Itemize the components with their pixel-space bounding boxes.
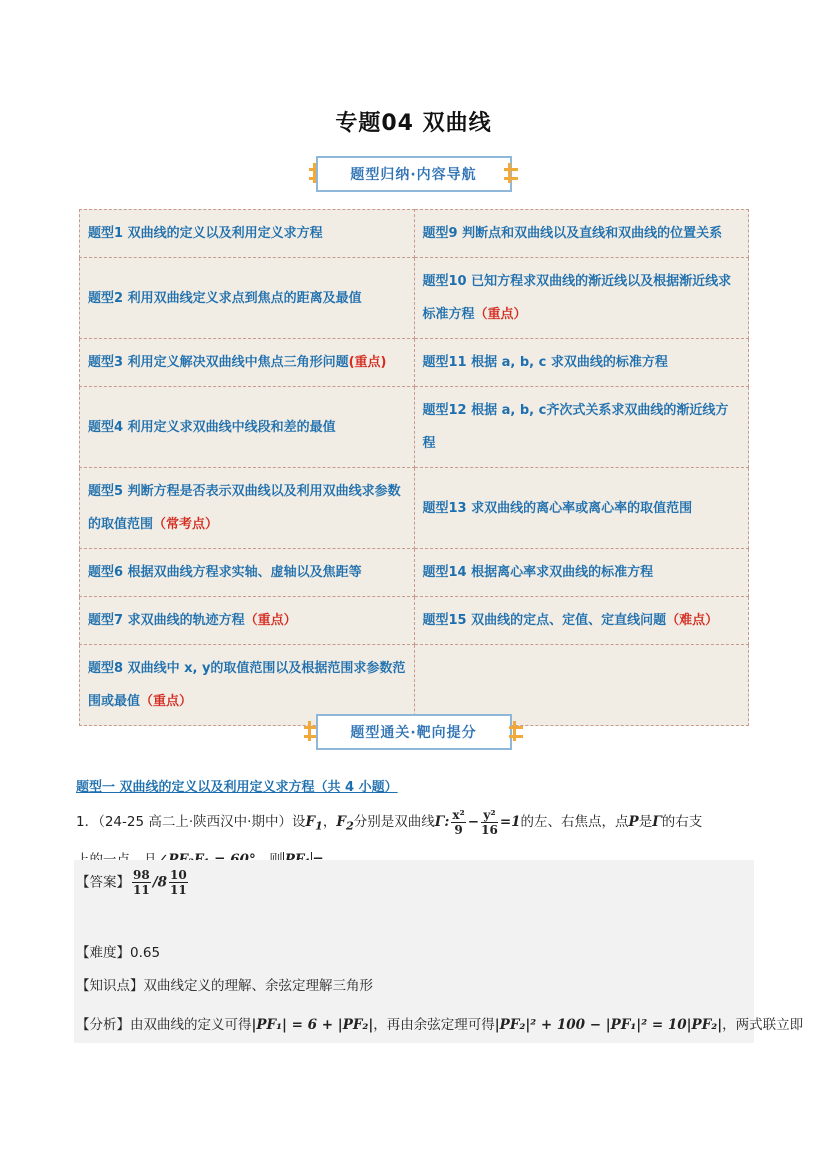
fraction-x2-9: $\frac{\text{x²}}{9}$ xyxy=(452,807,465,837)
answer-box xyxy=(74,860,804,1043)
toc-cell xyxy=(80,597,415,645)
toc-cell-tag: （重点） xyxy=(244,613,297,628)
practice-banner-label: 题型通关·靶向提分 xyxy=(316,714,512,750)
toc-cell xyxy=(80,549,415,597)
toc-row xyxy=(80,549,749,597)
toc-cell-tag: (重点) xyxy=(348,355,387,370)
toc-row xyxy=(80,210,749,258)
toc-cell-text: 题型7 求双曲线的轨迹方程 xyxy=(88,613,245,628)
right-bracket-icon xyxy=(504,168,518,180)
toc-cell-text: 题型1 双曲线的定义以及利用定义求方程 xyxy=(88,226,323,241)
toc-cell-text: 题型14 根据离心率求双曲线的标准方程 xyxy=(422,565,654,580)
question-line-1: 1．（24-25 高二上·陕西汉中·期中）设$F_1$，$F_2$分别是双曲线Γ: $\frac{\text{x²}}{9}$ − $\frac{\text{y²}}{16}$ =1的左、右焦点，点P是Γ的右支 xyxy=(76,807,703,837)
toc-cell-text: 题型5 判断方程是否表示双曲线以及利用双曲线求参数的取值范围 xyxy=(88,484,401,532)
right-bracket-icon xyxy=(509,726,523,738)
toc-cell-text: 题型15 双曲线的定点、定值、定直线问题 xyxy=(422,613,667,628)
toc-cell-text: 题型12 根据 a, b, c齐次式关系求双曲线的渐近线方程 xyxy=(422,403,729,451)
toc-row xyxy=(80,468,749,549)
answer-fraction-1: $\frac{98}{11}$ xyxy=(133,868,150,897)
toc-cell-tag: （常考点） xyxy=(153,517,219,532)
toc-cell xyxy=(414,339,749,387)
toc-cell-tag: （难点） xyxy=(666,613,719,628)
analysis-line: 【分析】由双曲线的定义可得|PF₁| = 6 + |PF₂|，再由余弦定理可得|PF₂|² + 100 − |PF₁|² = 10|PF₂|，两式联立即 xyxy=(76,1017,804,1033)
toc-cell-text: 题型11 根据 a, b, c 求双曲线的标准方程 xyxy=(422,355,668,370)
toc-cell xyxy=(80,258,415,339)
toc-cell-text: 题型6 根据双曲线方程求实轴、虚轴以及焦距等 xyxy=(88,565,362,580)
knowledge-point-line: 【知识点】双曲线定义的理解、余弦定理解三角形 xyxy=(76,978,373,994)
toc-cell xyxy=(80,339,415,387)
toc-cell-tag: （重点） xyxy=(140,694,193,709)
toc-cell-text: 题型10 已知方程求双曲线的渐近线以及根据渐近线求标准方程 xyxy=(422,274,732,322)
toc-cell-text: 题型9 判断点和双曲线以及直线和双曲线的位置关系 xyxy=(422,226,723,241)
toc-cell-text: 题型3 利用定义解决双曲线中焦点三角形问题 xyxy=(88,355,349,370)
nav-banner xyxy=(0,156,827,196)
toc-cell xyxy=(414,210,749,258)
toc-cell xyxy=(414,549,749,597)
toc-row xyxy=(80,597,749,645)
toc-row xyxy=(80,258,749,339)
toc-cell-text: 题型8 双曲线中 x, y的取值范围以及根据范围求参数范围或最值 xyxy=(88,661,406,709)
toc-cell-text: 题型13 求双曲线的离心率或离心率的取值范围 xyxy=(422,500,693,516)
toc-cell-text: 题型4 利用定义求双曲线中线段和差的最值 xyxy=(88,419,336,435)
answer-fraction-2: $\frac{10}{11}$ xyxy=(170,868,187,897)
toc-cell xyxy=(80,387,415,468)
toc-cell xyxy=(414,258,749,339)
toc-cell xyxy=(80,468,415,549)
answer-line: 【答案】 $\frac{98}{11}$ /8 $\frac{10}{11}$ xyxy=(76,868,187,897)
difficulty-line: 【难度】0.65 xyxy=(76,945,161,961)
toc-cell-tag: （重点） xyxy=(474,307,527,322)
toc-cell-text: 题型2 利用双曲线定义求点到焦点的距离及最值 xyxy=(88,290,362,306)
page-title: 专题04 双曲线 xyxy=(335,111,492,136)
toc-cell xyxy=(414,597,749,645)
fraction-y2-16: $\frac{\text{y²}}{16}$ xyxy=(481,807,498,837)
toc-row xyxy=(80,387,749,468)
section-heading: 题型一 双曲线的定义以及利用定义求方程（共 4 小题） xyxy=(76,780,398,795)
toc-cell xyxy=(414,468,749,549)
toc-cell xyxy=(414,387,749,468)
nav-banner-label: 题型归纳·内容导航 xyxy=(316,156,512,192)
topic-table xyxy=(79,209,749,726)
toc-row xyxy=(80,339,749,387)
toc-cell xyxy=(80,210,415,258)
practice-banner xyxy=(0,714,827,754)
